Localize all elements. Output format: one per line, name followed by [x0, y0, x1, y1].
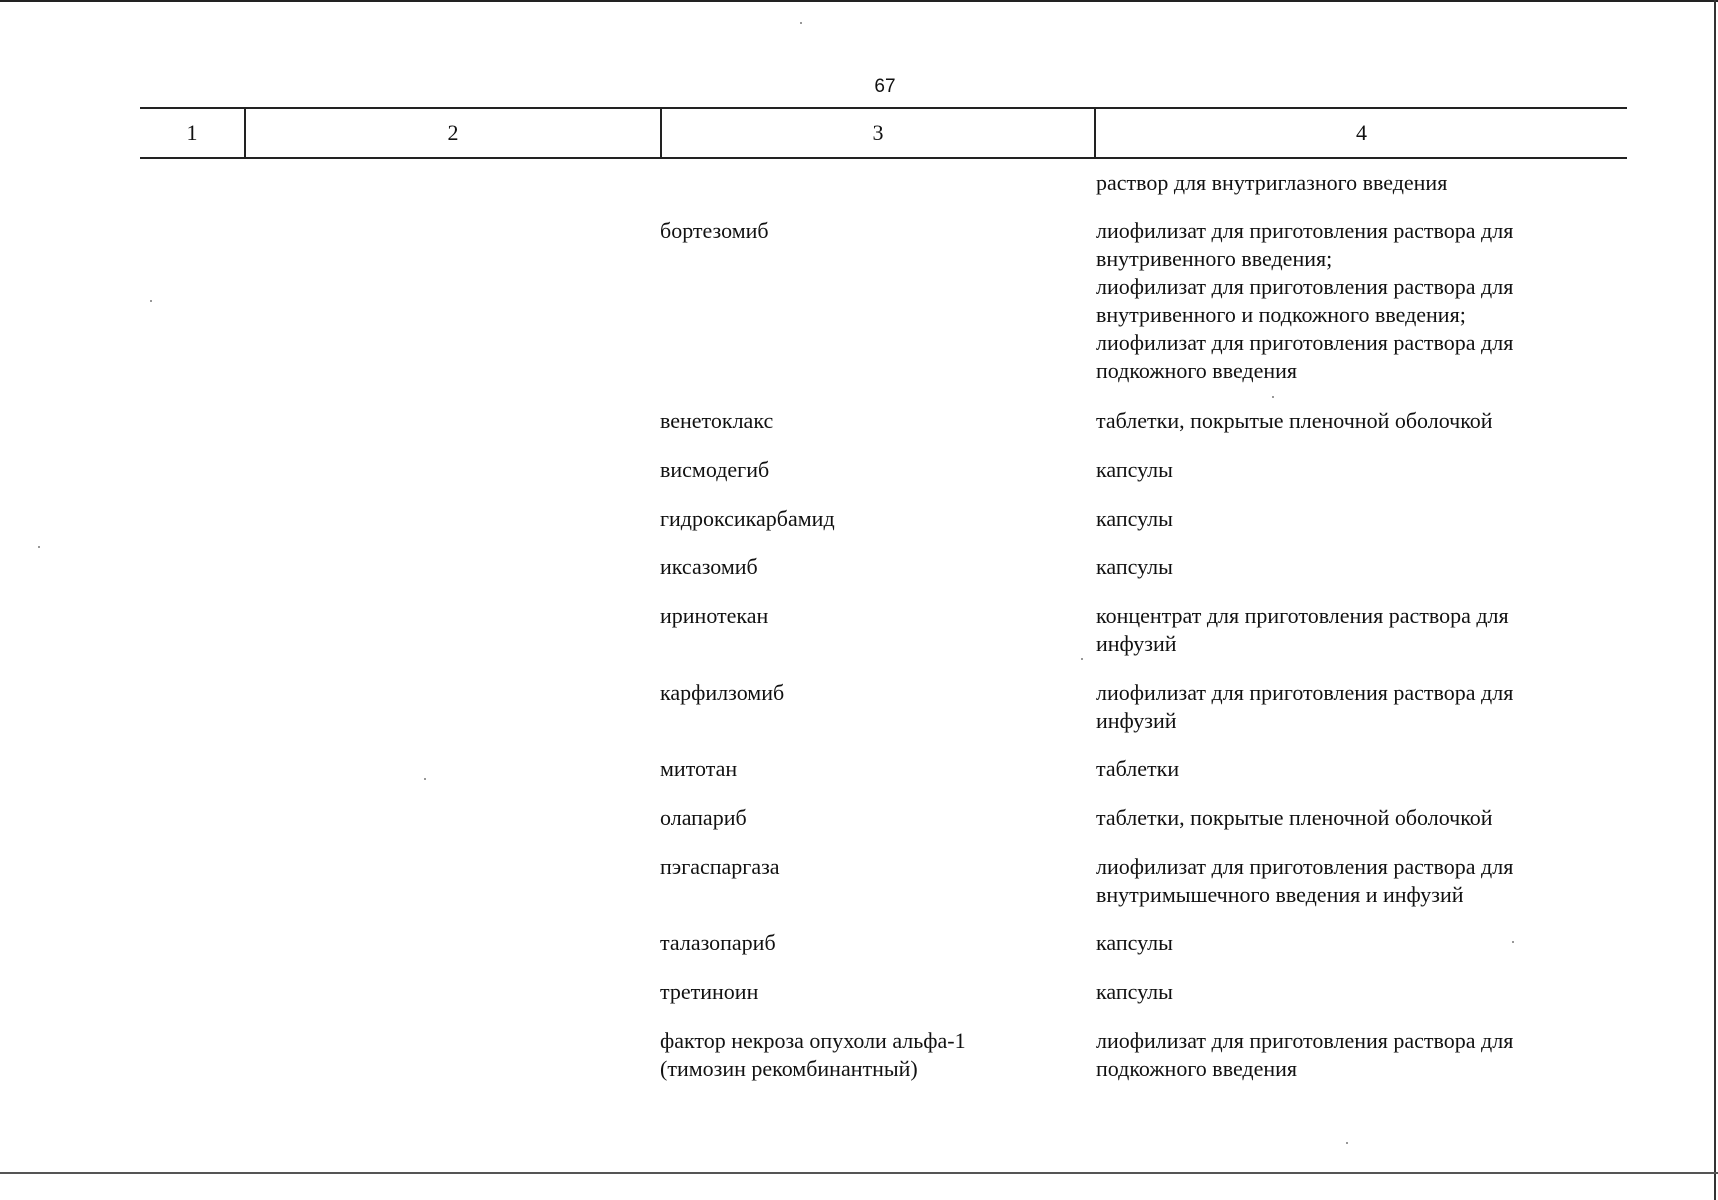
- scan-speck: [1346, 1142, 1348, 1144]
- dosage-form: лиофилизат для приготовления раствора для внутривенного введения; лиофилизат для приготовления раствора для внутривенного и подкожного введения; лиофилизат для приготовления раствора для подкожного введения: [1096, 218, 1514, 383]
- drug-name: бортезомиб: [660, 218, 769, 243]
- drug-name: висмодегиб: [660, 457, 770, 482]
- scan-speck: [1081, 658, 1083, 660]
- dosage-form: капсулы: [1096, 457, 1173, 482]
- drug-name: талазопариб: [660, 930, 776, 955]
- scan-speck: [38, 546, 40, 548]
- dosage-form: раствор для внутриглазного введения: [1096, 170, 1448, 195]
- header-col-4: 4: [1356, 120, 1367, 145]
- page-number: 67: [874, 76, 896, 97]
- scan-speck: [800, 22, 802, 24]
- dosage-form: капсулы: [1096, 930, 1173, 955]
- drug-name: венетоклакс: [660, 408, 774, 433]
- scan-speck: [424, 778, 426, 780]
- dosage-form: таблетки, покрытые пленочной оболочкой: [1096, 805, 1493, 830]
- header-col-1: 1: [186, 120, 198, 145]
- dosage-form: лиофилизат для приготовления раствора для внутримышечного введения и инфузий: [1096, 854, 1514, 907]
- dosage-form: таблетки, покрытые пленочной оболочкой: [1096, 408, 1493, 433]
- drug-name: третиноин: [660, 979, 759, 1004]
- drug-name: олапариб: [660, 805, 747, 830]
- scan-speck: [150, 300, 152, 302]
- dosage-form: капсулы: [1096, 506, 1173, 531]
- dosage-form: лиофилизат для приготовления раствора для подкожного введения: [1096, 1028, 1514, 1081]
- drug-name: карфилзомиб: [660, 680, 785, 705]
- drug-name: гидроксикарбамид: [660, 506, 835, 531]
- drug-name: иринотекан: [660, 603, 769, 628]
- dosage-form: концентрат для приготовления раствора для инфузий: [1096, 603, 1509, 656]
- header-col-2: 2: [447, 120, 459, 145]
- scan-speck: [1272, 396, 1274, 398]
- drug-name: пэгаспаргаза: [660, 854, 780, 879]
- dosage-form: капсулы: [1096, 979, 1173, 1004]
- dosage-form: капсулы: [1096, 554, 1173, 579]
- drug-name: митотан: [660, 756, 738, 781]
- drug-name: фактор некроза опухоли альфа-1 (тимозин рекомбинантный): [660, 1028, 966, 1081]
- dosage-form: лиофилизат для приготовления раствора для инфузий: [1096, 680, 1514, 733]
- drug-name: иксазомиб: [660, 554, 758, 579]
- dosage-form: таблетки: [1096, 756, 1180, 781]
- header-col-3: 3: [872, 120, 884, 145]
- scan-speck: [1512, 941, 1514, 943]
